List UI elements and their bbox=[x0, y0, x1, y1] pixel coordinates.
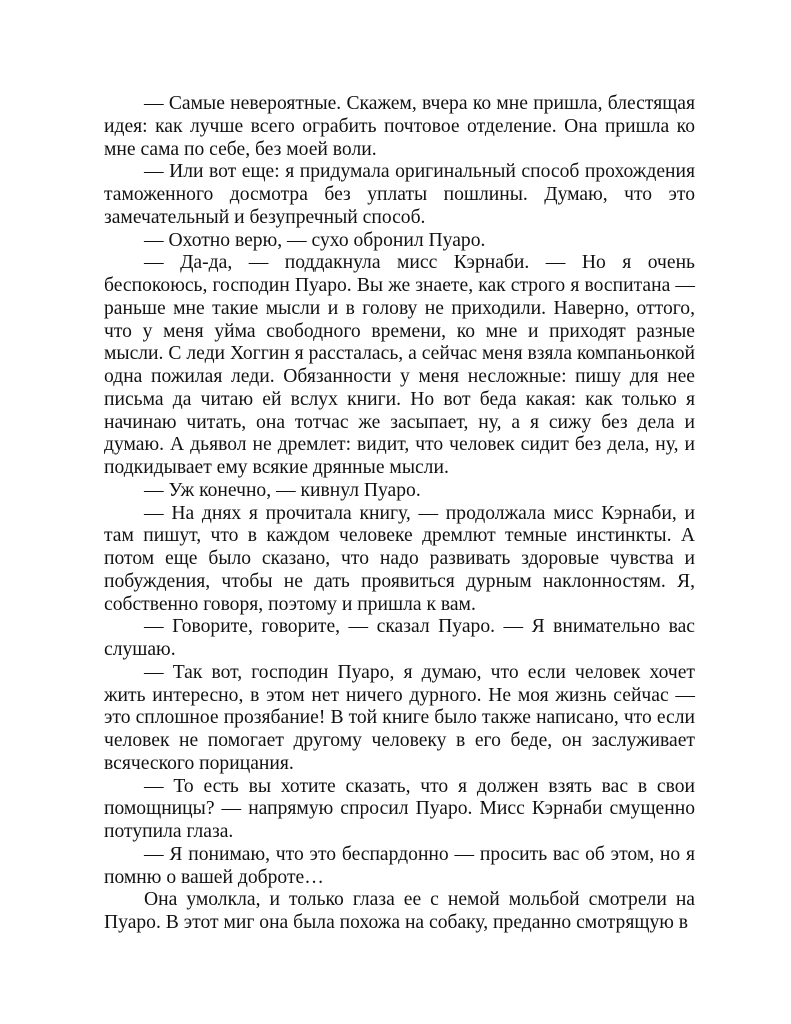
document-page bbox=[104, 93, 695, 935]
paragraph-7: — Говорите, говорите, — сказал Пуаро. — Я внимательно вас слушаю. bbox=[104, 616, 695, 660]
paragraph-1: — Самые невероятные. Скажем, вчера ко мне пришла, блестящая идея: как лучше всего ограбить почтовое отделение. Она пришла ко мне сама по себе, без моей воли. bbox=[104, 93, 695, 160]
paragraph-6: — На днях я прочитала книгу, — продолжала мисс Кэрнаби, и там пишут, что в каждом человеке дремлют темные инстинкты. А потом еще было сказано, что надо развивать здоровые чувства и побуждения, чтобы не дать проявиться дурным наклонностям. Я, собственно говоря, поэтому и пришла к вам. bbox=[104, 502, 695, 615]
paragraph-5: — Уж конечно, — кивнул Пуаро. bbox=[144, 479, 421, 501]
paragraph-10: — Я понимаю, что это беспардонно — просить вас об этом, но я помню о вашей доброте… bbox=[104, 843, 695, 888]
paragraph-2: — Или вот еще: я придумала оригинальный способ прохождения таможенного досмотра без уплаты пошлины. Думаю, что это замечательный и безупречный способ. bbox=[104, 161, 695, 228]
paragraph-8: — Так вот, господин Пуаро, я думаю, что если человек хочет жить интересно, в этом нет ничего дурного. Не моя жизнь сейчас — это сплошное прозябание! В той книге было также написано, что если человек не помогает другому человеку в его беде, он заслуживает всяческого порицания. bbox=[104, 661, 695, 774]
paragraph-9: — То есть вы хотите сказать, что я должен взять вас в свои помощницы? — напрямую спросил Пуаро. Мисс Кэрнаби смущенно потупила глаза. bbox=[104, 775, 695, 842]
paragraph-4: — Да-да, — поддакнула мисс Кэрнаби. — Но я очень беспокоюсь, господин Пуаро. Вы же знаете, как строго я воспитана — раньше мне такие мысли и в голову не приходили. Наверно, оттого, что у меня уйма свободного времени, ко мне и приходят разные мысли. С леди Хоггин я рассталась, а сейчас меня взяла компаньонкой одна пожилая леди. Обязанности у меня несложные: пишу для нее письма да читаю ей вслух книги. Но вот беда какая: как только я начинаю читать, она тотчас же засыпает, ну, а я сижу без дела и думаю. А дьявол не дремлет: видит, что человек сидит без дела, ну, и подкидывает ему всякие дрянные мысли. bbox=[104, 252, 695, 478]
paragraph-11: Она умолкла, и только глаза ее с немой мольбой смотрели на Пуаро. В этот миг она была похожа на собаку, преданно смотрящую в bbox=[104, 889, 695, 933]
paragraph-3: — Охотно верю, — сухо обронил Пуаро. bbox=[144, 229, 486, 251]
